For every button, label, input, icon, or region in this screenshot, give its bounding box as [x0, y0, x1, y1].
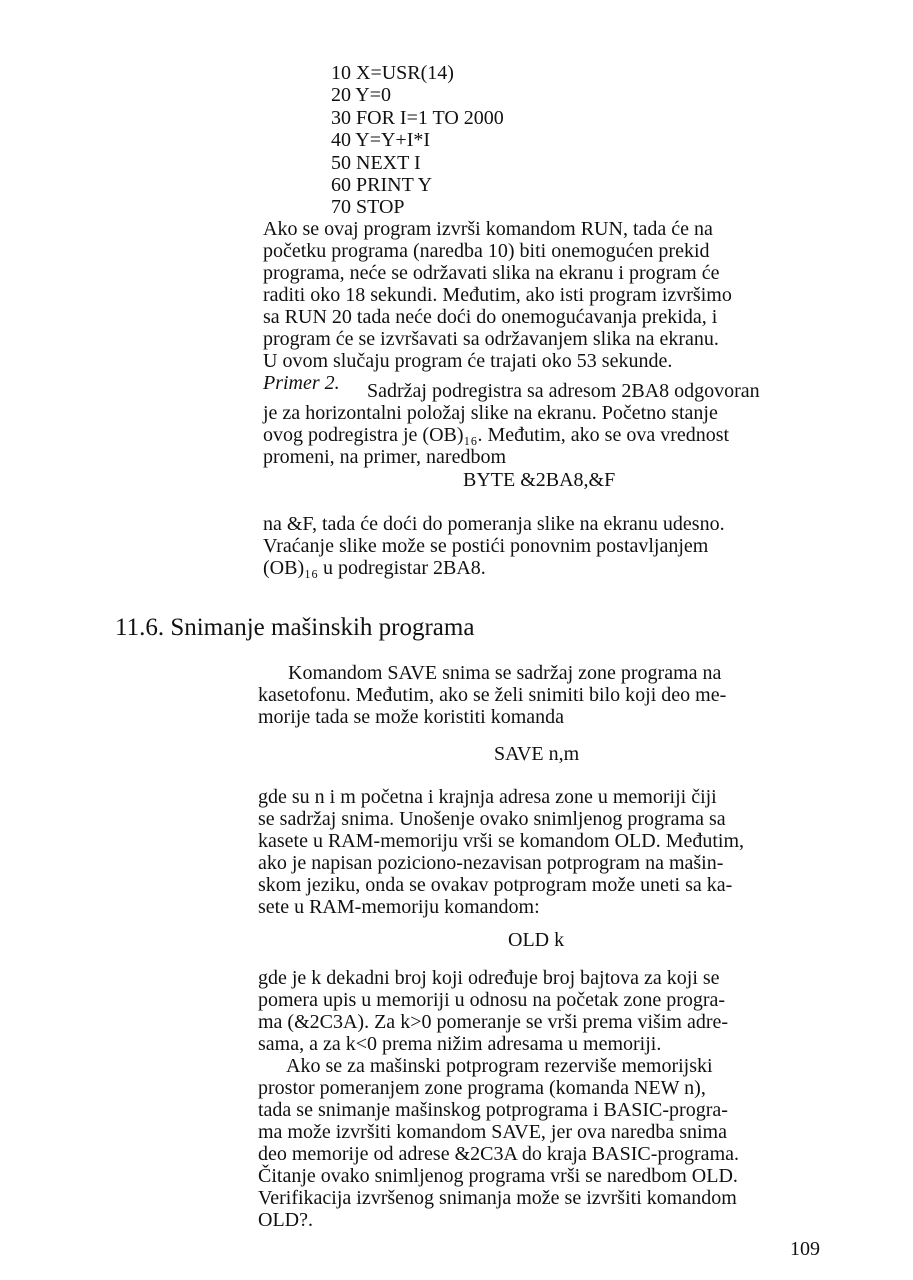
- text-line: promeni, na primer, naredbom: [263, 446, 507, 468]
- text-line: raditi oko 18 sekundi. Međutim, ako isti program izvršimo: [263, 284, 732, 306]
- code-line: 40 Y=Y+I*I: [331, 129, 431, 152]
- text-line: sete u RAM-memoriju komandom:: [258, 896, 540, 918]
- text-line: Vraćanje slike može se postići ponovnim postavljanjem: [263, 535, 709, 557]
- byte-command: BYTE &2BA8,&F: [463, 469, 616, 491]
- text-line: deo memorije od adrese &2C3A do kraja BASIC-programa.: [258, 1143, 739, 1165]
- text-line: Ako se za mašinski potprogram rezerviše memorijski: [286, 1055, 713, 1077]
- paragraph-save-parameters: [258, 786, 826, 918]
- text-line: kasetofonu. Međutim, ako se želi snimiti bilo koji deo me-: [258, 684, 727, 706]
- code-line: 30 FOR I=1 TO 2000: [331, 106, 504, 129]
- text-line: ma može izvršiti komandom SAVE, jer ova naredba snima: [258, 1121, 727, 1143]
- text-line: Sadržaj podregistra sa adresom 2BA8 odgovoran: [367, 380, 760, 402]
- old-command: OLD k: [508, 929, 565, 951]
- text-line: pomera upis u memoriji u odnosu na početak zone progra-: [258, 989, 726, 1011]
- text-line: (OB)₁₆ u podregistar 2BA8.: [263, 557, 486, 579]
- code-line: 20 Y=0: [331, 84, 391, 107]
- text-line: U ovom slučaju program će trajati oko 53 sekunde.: [263, 350, 673, 372]
- code-line: 10 X=USR(14): [331, 62, 454, 84]
- text-line: Verifikacija izvršenog snimanja može se izvršiti komandom: [258, 1187, 737, 1209]
- text-line: ma (&2C3A). Za k>0 pomeranje se vrši prema višim adre-: [258, 1011, 729, 1033]
- text-line: na &F, tada će doći do pomeranja slike na ekranu udesno.: [263, 513, 725, 535]
- text-line: je za horizontalni položaj slike na ekranu. Početno stanje: [263, 402, 718, 424]
- text-line: tada se snimanje mašinskog potprograma i BASIC-progra-: [258, 1099, 728, 1121]
- text-line: program će se izvršavati sa održavanjem slika na ekranu.: [263, 328, 719, 350]
- text-line: kasete u RAM-memoriju vrši se komandom OLD. Međutim,: [258, 830, 745, 852]
- paragraph-subregister: [263, 380, 823, 468]
- text-line: OLD?.: [258, 1209, 313, 1231]
- paragraph-save-command: [258, 662, 826, 728]
- text-line: prostor pomeranjem zone programa (komanda NEW n),: [258, 1077, 706, 1099]
- text-line: se sadržaj snima. Unošenje ovako snimljenog programa sa: [258, 808, 726, 830]
- text-line: sa RUN 20 tada neće doći do onemogućavanja prekida, i: [263, 306, 718, 328]
- paragraph-shift-image: [263, 513, 823, 579]
- text-line: programa, neće se održavati slika na ekranu i program će: [263, 262, 720, 284]
- text-line: sama, a za k<0 prema nižim adresama u memoriji.: [258, 1033, 662, 1055]
- text-line: Komandom SAVE snima se sadržaj zone programa na: [288, 662, 722, 684]
- text-line: gde su n i m početna i krajnja adresa zone u memoriji čiji: [258, 786, 717, 808]
- text-line: skom jeziku, onda se ovakav potprogram može uneti sa ka-: [258, 874, 733, 896]
- example-label: Primer 2.: [263, 372, 340, 394]
- section-heading: 11.6. Snimanje mašinskih programa: [115, 614, 475, 641]
- text-line: ovog podregistra je (OB)₁₆. Međutim, ako se ova vrednost: [263, 424, 730, 446]
- paragraph-old-parameters: [258, 967, 826, 1231]
- page-number: 109: [790, 1238, 820, 1260]
- text-line: morije tada se može koristiti komanda: [258, 706, 565, 728]
- text-line: Čitanje ovako snimljenog programa vrši se naredbom OLD.: [258, 1165, 738, 1187]
- text-line: gde je k dekadni broj koji određuje broj bajtova za koji se: [258, 967, 720, 989]
- save-command: SAVE n,m: [494, 743, 580, 765]
- paragraph-run-explanation: [263, 218, 823, 394]
- code-line: 50 NEXT I: [331, 151, 421, 174]
- code-line: 60 PRINT Y: [331, 174, 433, 197]
- basic-code-listing: [331, 62, 504, 219]
- text-line: ako je napisan poziciono-nezavisan potprogram na mašin-: [258, 852, 724, 874]
- code-line: 70 STOP: [331, 196, 405, 219]
- text-line: Ako se ovaj program izvrši komandom RUN, tada će na: [263, 218, 713, 240]
- text-line: početku programa (naredba 10) biti onemogućen prekid: [263, 240, 710, 262]
